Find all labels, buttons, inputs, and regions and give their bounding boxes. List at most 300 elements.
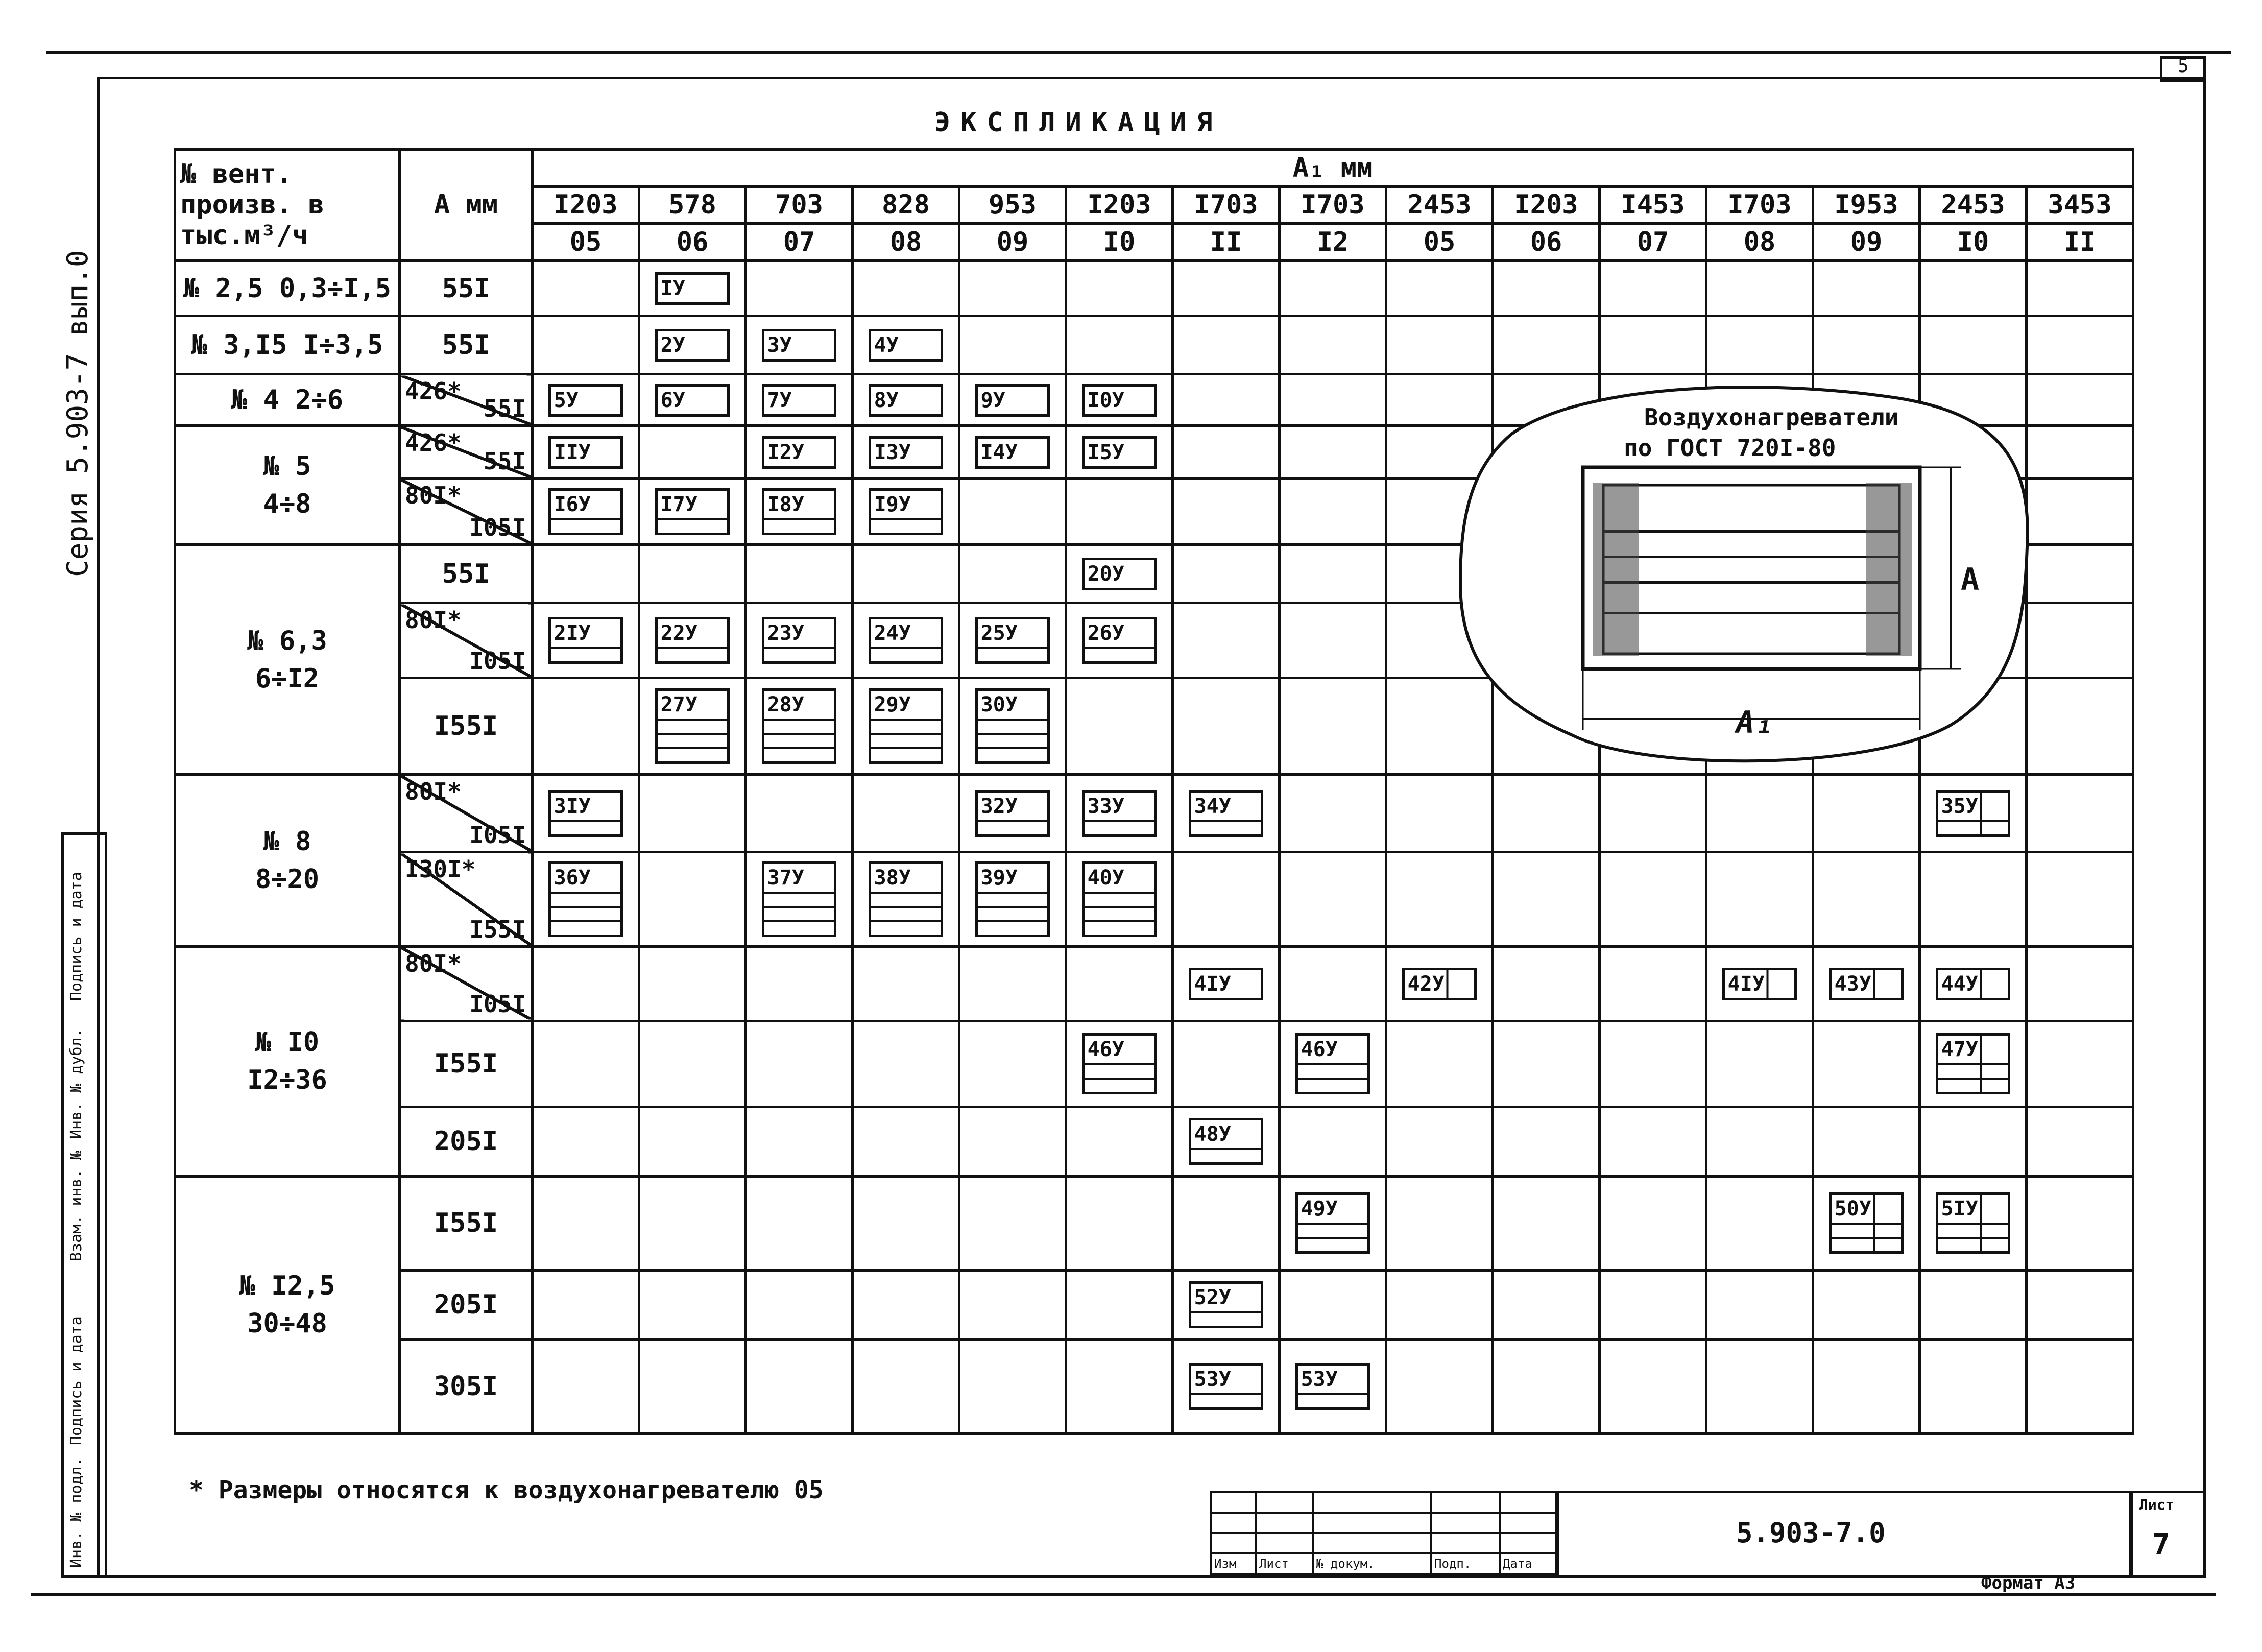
heater-unit-symbol: [762, 488, 837, 535]
heater-unit-symbol: [1082, 617, 1157, 664]
unit-stack-line: [871, 908, 941, 922]
grid-cell: [1493, 775, 1600, 852]
width-header: I703: [1280, 186, 1386, 224]
heater-unit-symbol: [1189, 1281, 1264, 1328]
a-size-bottom: I05I: [469, 990, 526, 1018]
grid-cell: [1600, 1021, 1706, 1107]
grid-cell: [1706, 260, 1813, 316]
fan-group-label: [175, 775, 400, 946]
grid-cell: [639, 1021, 746, 1107]
grid-cell: [853, 775, 959, 852]
grid-cell: [1280, 946, 1386, 1021]
grid-cell: [1813, 1021, 1920, 1107]
unit-stack-line: [764, 721, 834, 735]
width-header: 3453: [2027, 186, 2133, 224]
heater-unit-symbol: [762, 384, 837, 417]
grid-cell: [1813, 946, 1920, 1021]
grid-cell: [1173, 603, 1280, 678]
heater-unit-symbol: [655, 617, 730, 664]
grid-cell: [1280, 852, 1386, 946]
grid-cell: [533, 603, 639, 678]
grid-cell: [1066, 1176, 1173, 1270]
document-code: 5.903-7.0: [1736, 1517, 1886, 1549]
explication-table: [174, 148, 2134, 1435]
fan-group-label: [175, 426, 400, 545]
heater-unit-symbol: [869, 617, 944, 664]
grid-cell: [533, 1107, 639, 1177]
unit-code: 25У: [978, 619, 1048, 649]
table-row: [175, 260, 2133, 316]
grid-cell: [1280, 545, 1386, 603]
grid-cell: [1066, 603, 1173, 678]
code-header: I0: [1066, 224, 1173, 261]
unit-code: 33У: [1085, 793, 1154, 822]
grid-cell: [853, 260, 959, 316]
fan-group-line: № 6,3: [247, 625, 327, 656]
unit-stack-line: [764, 649, 834, 661]
title-block-grid: [1210, 1491, 1557, 1575]
grid-cell: [1706, 316, 1813, 374]
grid-cell: [746, 545, 853, 603]
table-row: [175, 775, 2133, 852]
heater-unit-symbol: [869, 436, 944, 469]
grid-cell: [1706, 1021, 1813, 1107]
unit-stack-line: [764, 908, 834, 922]
a-size-cell: [400, 374, 533, 426]
grid-cell: [853, 603, 959, 678]
code-header: I0: [1920, 224, 2027, 261]
format-label: Формат A3: [1981, 1573, 2076, 1593]
unit-stack-line: [1191, 822, 1261, 834]
width-header: I953: [1813, 186, 1920, 224]
grid-cell: [1280, 603, 1386, 678]
grid-cell: [1813, 260, 1920, 316]
grid-cell: [639, 852, 746, 946]
grid-cell: [1066, 775, 1173, 852]
callout-title-1: Воздухонагреватели: [1644, 403, 1899, 431]
callout-title-2: по ГОСТ 720I-80: [1624, 434, 1836, 462]
grid-cell: [959, 946, 1066, 1021]
heater-unit-symbol: [1722, 968, 1797, 1000]
heater-unit-symbol: [1189, 968, 1264, 1000]
grid-cell: [853, 1270, 959, 1339]
unit-code: 5У: [554, 388, 579, 412]
unit-stack-line: [1085, 922, 1154, 935]
a-size-top: 426*: [405, 377, 462, 405]
grid-cell: [746, 603, 853, 678]
heater-unit-symbol: [548, 384, 623, 417]
grid-cell: [639, 426, 746, 478]
unit-stack-line: [1085, 1065, 1154, 1080]
grid-cell: [853, 316, 959, 374]
heater-unit-symbol: [655, 488, 730, 535]
unit-code: 29У: [871, 691, 941, 721]
unit-stack-line: [658, 735, 728, 749]
unit-stack-line: [764, 520, 834, 533]
grid-cell: [746, 678, 853, 775]
grid-cell: [1600, 1176, 1706, 1270]
grid-cell: [1493, 852, 1600, 946]
a-size-top: 80I*: [405, 606, 462, 634]
grid-cell: [853, 545, 959, 603]
col-a-header: А мм: [400, 150, 533, 261]
grid-cell: [1706, 1176, 1813, 1270]
grid-cell: [1173, 1339, 1280, 1434]
unit-stack-line: [1938, 1065, 2008, 1080]
unit-code: 39У: [978, 864, 1048, 894]
stamp-label-1: Подпись и дата: [67, 872, 85, 1001]
grid-cell: [1066, 946, 1173, 1021]
heater-unit-symbol: [762, 617, 837, 664]
grid-cell: [1280, 678, 1386, 775]
grid-cell: [1920, 260, 2027, 316]
heater-unit-symbol: [1295, 1192, 1370, 1254]
heater-unit-symbol: [1189, 790, 1264, 837]
grid-cell: [1280, 1107, 1386, 1177]
heater-unit-symbol: [762, 688, 837, 764]
grid-cell: [1280, 316, 1386, 374]
heater-unit-symbol: [1936, 1192, 2011, 1254]
heater-unit-symbol: [655, 384, 730, 417]
sheet-number: 7: [2152, 1527, 2170, 1562]
unit-code: 27У: [658, 691, 728, 721]
grid-cell: [959, 678, 1066, 775]
table-row: [175, 1107, 2133, 1177]
unit-code: I7У: [658, 491, 728, 520]
grid-cell: [746, 316, 853, 374]
grid-cell: [1066, 1270, 1173, 1339]
a-size-cell: I55I: [400, 1021, 533, 1107]
grid-cell: [2027, 1270, 2133, 1339]
code-header: 09: [1813, 224, 1920, 261]
grid-cell: [959, 374, 1066, 426]
grid-cell: [1066, 1021, 1173, 1107]
unit-code: IIУ: [554, 440, 591, 464]
grid-cell: [1920, 946, 2027, 1021]
grid-cell: [1066, 374, 1173, 426]
heater-unit-symbol: [975, 436, 1050, 469]
unit-code: IУ: [660, 277, 685, 301]
grid-cell: [533, 1021, 639, 1107]
unit-code: I8У: [764, 491, 834, 520]
fan-group-line: № 3,I5 I÷3,5: [191, 329, 383, 361]
code-header: 06: [639, 224, 746, 261]
grid-cell: [959, 1270, 1066, 1339]
grid-cell: [1386, 316, 1493, 374]
grid-cell: [1493, 1270, 1600, 1339]
stamp-label-2: Инв. № дубл.: [67, 1028, 85, 1139]
unit-code: 4IУ: [1727, 972, 1765, 996]
a-size-top: 80I*: [405, 778, 462, 806]
unit-code: I4У: [980, 440, 1018, 464]
grid-cell: [533, 1270, 639, 1339]
grid-cell: [2027, 1021, 2133, 1107]
unit-stack-line: [978, 749, 1048, 761]
unit-stack-line: [1832, 1239, 1902, 1251]
fan-group-line: 30÷48: [247, 1308, 327, 1339]
unit-stack-line: [1191, 1150, 1261, 1162]
a-size-cell: [400, 426, 533, 478]
grid-cell: [1493, 260, 1600, 316]
grid-cell: [2027, 775, 2133, 852]
width-header: 953: [959, 186, 1066, 224]
heater-unit-symbol: [869, 329, 944, 362]
fan-group-label: [175, 545, 400, 775]
a-size-bottom: 55I: [483, 395, 526, 423]
dim-a1-label: A₁: [1736, 705, 1773, 740]
fan-group-label: [175, 374, 400, 426]
unit-code: 7У: [767, 388, 792, 412]
grid-cell: [853, 678, 959, 775]
a-size-bottom: 55I: [483, 447, 526, 475]
grid-cell: [1066, 1339, 1173, 1434]
heater-unit-symbol: [762, 436, 837, 469]
corner-box: [2160, 56, 2206, 82]
grid-cell: [959, 1176, 1066, 1270]
code-header: 06: [1493, 224, 1600, 261]
unit-code: 46У: [1085, 1036, 1154, 1065]
grid-cell: [746, 1339, 853, 1434]
series-label: Серия 5.903-7 вып.0: [61, 250, 94, 577]
tb-doc: № докум.: [1313, 1553, 1431, 1574]
unit-code: 50У: [1832, 1195, 1902, 1225]
code-header: I2: [1280, 224, 1386, 261]
fan-group-label: [175, 260, 400, 316]
fan-group-line: № I2,5: [239, 1271, 335, 1302]
a-size-cell: 55I: [400, 316, 533, 374]
unit-stack-line: [871, 520, 941, 533]
grid-cell: [1813, 775, 1920, 852]
grid-cell: [746, 260, 853, 316]
grid-cell: [639, 316, 746, 374]
tb-izm: Изм: [1211, 1553, 1256, 1574]
grid-cell: [1173, 1021, 1280, 1107]
grid-cell: [959, 1021, 1066, 1107]
grid-cell: [1600, 316, 1706, 374]
grid-cell: [1920, 1107, 2027, 1177]
unit-stack-line: [551, 908, 621, 922]
grid-cell: [853, 1107, 959, 1177]
unit-stack-line: [978, 721, 1048, 735]
heater-unit-symbol: [1082, 1033, 1157, 1094]
code-header: 05: [533, 224, 639, 261]
heater-unit-symbol: [1082, 790, 1157, 837]
heater-unit-symbol: [869, 488, 944, 535]
sheet-label: Лист: [2139, 1496, 2174, 1513]
code-header: 05: [1386, 224, 1493, 261]
grid-cell: [2027, 1176, 2133, 1270]
fan-group-line: 4÷8: [263, 489, 311, 520]
heater-unit-symbol: [655, 329, 730, 362]
unit-stack-line: [658, 721, 728, 735]
unit-stack-line: [1085, 822, 1154, 834]
unit-stack-line: [1085, 649, 1154, 661]
unit-stack-line: [978, 649, 1048, 661]
heater-unit-symbol: [548, 488, 623, 535]
grid-cell: [533, 1339, 639, 1434]
fan-group-line: 8÷20: [255, 864, 320, 895]
unit-stack-line: [1298, 1065, 1368, 1080]
grid-cell: [1706, 1107, 1813, 1177]
a-size-cell: 205I: [400, 1107, 533, 1177]
fan-group-line: № 4 2÷6: [231, 385, 344, 416]
grid-cell: [1280, 426, 1386, 478]
table-row: [175, 1339, 2133, 1434]
table-row: [175, 1021, 2133, 1107]
grid-cell: [1386, 852, 1493, 946]
grid-cell: [1600, 946, 1706, 1021]
grid-cell: [1920, 1176, 2027, 1270]
heater-unit-symbol: [1936, 968, 2011, 1000]
unit-stack-line: [1298, 1395, 1368, 1407]
stamp-label-4: Подпись и дата: [67, 1316, 85, 1445]
footnote: * Размеры относятся к воздухонагревателю 05: [189, 1476, 824, 1504]
grid-cell: [533, 374, 639, 426]
grid-cell: [746, 478, 853, 545]
unit-stack-line: [1938, 1080, 2008, 1092]
a-size-cell: [400, 478, 533, 545]
unit-code: 52У: [1191, 1284, 1261, 1313]
heater-unit-symbol: [1936, 790, 2011, 837]
grid-cell: [1813, 1176, 1920, 1270]
grid-cell: [1386, 946, 1493, 1021]
grid-cell: [1280, 260, 1386, 316]
unit-code: 4У: [874, 333, 899, 357]
unit-code: I5У: [1087, 440, 1124, 464]
unit-stack-line: [1832, 1225, 1902, 1239]
col-vent-header: № вент. произв. в тыс.м³/ч: [175, 150, 400, 261]
code-header: 09: [959, 224, 1066, 261]
grid-cell: [1706, 1270, 1813, 1339]
width-header: 828: [853, 186, 959, 224]
grid-cell: [1173, 260, 1280, 316]
grid-cell: [746, 426, 853, 478]
heater-unit-symbol: [975, 790, 1050, 837]
col-a1-header: A₁ мм: [533, 150, 2133, 187]
unit-stack-line: [658, 649, 728, 661]
grid-cell: [1600, 852, 1706, 946]
unit-stack-line: [1298, 1239, 1368, 1251]
unit-stack-line: [764, 894, 834, 908]
unit-code: 40У: [1085, 864, 1154, 894]
grid-cell: [1066, 852, 1173, 946]
unit-code: 24У: [871, 619, 941, 649]
a-size-cell: [400, 946, 533, 1021]
unit-code: 34У: [1191, 793, 1261, 822]
a-size-cell: [400, 603, 533, 678]
fan-group-label: [175, 316, 400, 374]
grid-cell: [1280, 374, 1386, 426]
unit-stack-line: [978, 894, 1048, 908]
grid-cell: [1066, 545, 1173, 603]
a-size-cell: I55I: [400, 678, 533, 775]
grid-cell: [533, 946, 639, 1021]
grid-cell: [1066, 1107, 1173, 1177]
unit-stack-line: [1938, 1239, 2008, 1251]
grid-cell: [746, 775, 853, 852]
grid-cell: [853, 478, 959, 545]
unit-code: I2У: [767, 440, 804, 464]
code-header: 08: [853, 224, 959, 261]
a-size-cell: I55I: [400, 1176, 533, 1270]
grid-cell: [533, 426, 639, 478]
grid-cell: [1920, 1270, 2027, 1339]
grid-cell: [1493, 1021, 1600, 1107]
unit-code: 44У: [1941, 972, 1978, 996]
heater-unit-symbol: [548, 861, 623, 937]
grid-cell: [1493, 1339, 1600, 1434]
unit-stack-line: [871, 749, 941, 761]
grid-cell: [746, 1107, 853, 1177]
grid-cell: [1173, 678, 1280, 775]
grid-cell: [533, 545, 639, 603]
grid-cell: [1493, 1176, 1600, 1270]
heater-unit-symbol: [1082, 861, 1157, 937]
heater-unit-symbol: [975, 861, 1050, 937]
table-row: [175, 316, 2133, 374]
heater-unit-symbol: [975, 617, 1050, 664]
unit-code: 23У: [764, 619, 834, 649]
grid-cell: [1386, 1270, 1493, 1339]
table-row: [175, 1270, 2133, 1339]
unit-stack-line: [1298, 1225, 1368, 1239]
unit-stack-line: [764, 922, 834, 935]
grid-cell: [853, 374, 959, 426]
grid-cell: [1600, 260, 1706, 316]
table-row: [175, 852, 2133, 946]
table-row: [175, 1176, 2133, 1270]
grid-cell: [1600, 775, 1706, 852]
code-header: II: [2027, 224, 2133, 261]
unit-code: 53У: [1191, 1366, 1261, 1395]
unit-stack-line: [1298, 1080, 1368, 1092]
grid-cell: [639, 1107, 746, 1177]
grid-cell: [1173, 775, 1280, 852]
unit-code: 5IУ: [1938, 1195, 2008, 1225]
grid-cell: [2027, 1339, 2133, 1434]
unit-code: 9У: [980, 388, 1005, 412]
stamp-label-5: Инв. № подл.: [67, 1457, 85, 1568]
unit-stack-line: [978, 922, 1048, 935]
grid-cell: [853, 852, 959, 946]
grid-cell: [959, 260, 1066, 316]
heater-unit-symbol: [762, 329, 837, 362]
heater-unit-symbol: [548, 436, 623, 469]
grid-cell: [1173, 316, 1280, 374]
grid-cell: [1493, 946, 1600, 1021]
grid-cell: [853, 426, 959, 478]
heater-unit-symbol: [1936, 1033, 2011, 1094]
grid-cell: [1066, 678, 1173, 775]
width-header: 2453: [1386, 186, 1493, 224]
dim-a-label: A: [1961, 562, 1980, 597]
unit-stack-line: [551, 520, 621, 533]
grid-cell: [639, 1270, 746, 1339]
unit-stack-line: [1938, 1225, 2008, 1239]
unit-code: I9У: [871, 491, 941, 520]
unit-code: 22У: [658, 619, 728, 649]
grid-cell: [1173, 1270, 1280, 1339]
grid-cell: [1813, 852, 1920, 946]
grid-cell: [639, 478, 746, 545]
unit-code: 32У: [978, 793, 1048, 822]
left-collector: [1593, 483, 1639, 656]
grid-cell: [533, 775, 639, 852]
unit-stack-line: [658, 520, 728, 533]
heater-unit-symbol: [548, 790, 623, 837]
heater-unit-symbol: [1829, 1192, 1904, 1254]
unit-code: 20У: [1087, 562, 1124, 586]
